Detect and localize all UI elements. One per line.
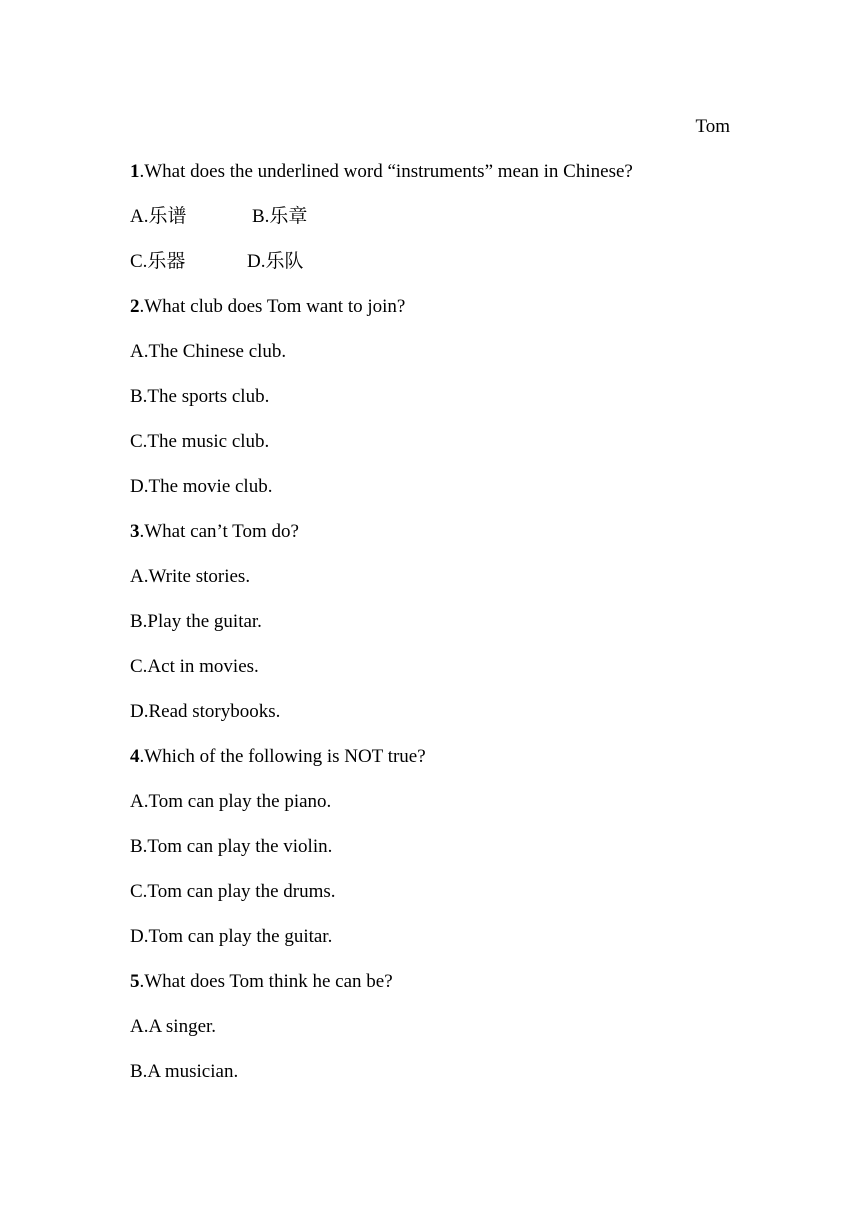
option-d: D.乐队 bbox=[247, 251, 304, 272]
option-a: A.The Chinese club. bbox=[130, 341, 287, 362]
question-text: .What does the underlined word “instruments” mean in Chinese? bbox=[139, 161, 633, 182]
question-number: 2 bbox=[130, 296, 140, 317]
question-1 bbox=[130, 158, 633, 186]
option-c: C.Act in movies. bbox=[130, 656, 259, 677]
option-a: A.Tom can play the piano. bbox=[130, 791, 332, 812]
question-3 bbox=[130, 518, 299, 546]
question-4 bbox=[130, 743, 426, 771]
option-c: C.乐器 bbox=[130, 251, 186, 272]
option-b: B.Tom can play the violin. bbox=[130, 836, 333, 857]
question-number: 1 bbox=[130, 161, 140, 182]
question-text: .What does Tom think he can be? bbox=[139, 971, 393, 992]
question-text: .What can’t Tom do? bbox=[139, 521, 299, 542]
option-c: C.Tom can play the drums. bbox=[130, 881, 336, 902]
question-text: .Which of the following is NOT true? bbox=[139, 746, 426, 767]
option-b: B.乐章 bbox=[252, 206, 308, 227]
option-b: B.Play the guitar. bbox=[130, 611, 262, 632]
options-row-2 bbox=[130, 248, 303, 276]
option-a: A.A singer. bbox=[130, 1016, 217, 1037]
question-number: 5 bbox=[130, 971, 140, 992]
question-5 bbox=[130, 968, 393, 996]
question-number: 4 bbox=[130, 746, 140, 767]
option-d: D.Read storybooks. bbox=[130, 701, 281, 722]
question-2 bbox=[130, 293, 405, 321]
option-d: D.Tom can play the guitar. bbox=[130, 926, 333, 947]
option-a: A.乐谱 bbox=[130, 206, 187, 227]
option-a: A.Write stories. bbox=[130, 566, 251, 587]
option-b: B.A musician. bbox=[130, 1061, 239, 1082]
question-text: .What club does Tom want to join? bbox=[139, 296, 406, 317]
option-b: B.The sports club. bbox=[130, 386, 270, 407]
letter-signature: Tom bbox=[695, 116, 730, 137]
options-row-1 bbox=[130, 203, 307, 231]
question-number: 3 bbox=[130, 521, 140, 542]
option-d: D.The movie club. bbox=[130, 476, 273, 497]
option-c: C.The music club. bbox=[130, 431, 270, 452]
